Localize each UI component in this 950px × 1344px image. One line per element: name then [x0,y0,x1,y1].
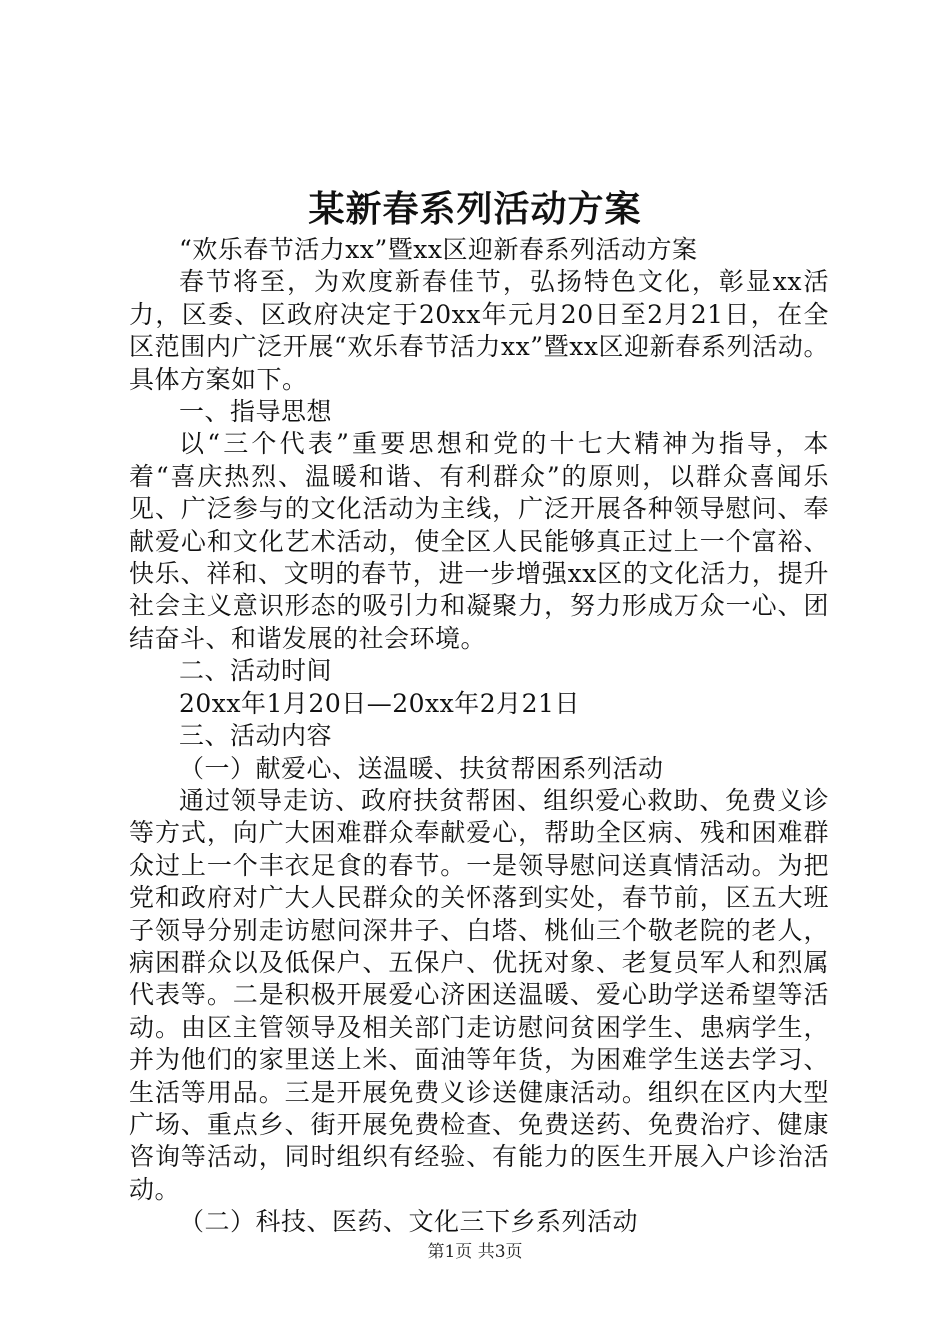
paragraph-guiding-ideology: 以“三个代表”重要思想和党的十七大精神为指导，本着“喜庆热烈、温暖和谐、有利群众”的原则，以群众喜闻乐见、广泛参与的文化活动为主线，广泛开展各种领导慰问、奉献爱心和文化艺术活动，使全区人民能够真正过上一个富裕、快乐、祥和、文明的春节，进一步增强xx区的文化活力，提升社会主义意识形态的吸引力和凝聚力，努力形成万众一心、团结奋斗、和谐发展的社会环境。 [129,429,829,653]
subsection-heading-2: （二）科技、医药、文化三下乡系列活动 [179,1207,639,1237]
document-title: 某新春系列活动方案 [308,188,642,230]
paragraph-subtitle: “欢乐春节活力xx”暨xx区迎新春系列活动方案 [179,235,698,264]
section-heading-activity-time: 二、活动时间 [179,656,333,686]
paragraph-intro: 春节将至，为欢度新春佳节，弘扬特色文化，彰显xx活力，区委、区政府决定于20xx年元月20日至2月21日，在全区范围内广泛开展“欢乐春节活力xx”暨xx区迎新春系列活动。具体方案如下。 [129,267,829,394]
subsection-heading-1: （一）献爱心、送温暖、扶贫帮困系列活动 [179,753,664,783]
paragraph-activity-time: 20xx年1月20日—20xx年2月21日 [179,688,580,718]
section-heading-guiding-ideology: 一、指导思想 [179,397,333,427]
document-body [129,234,829,1239]
section-heading-activity-content: 三、活动内容 [179,721,333,751]
paragraph-subsection-1: 通过领导走访、政府扶贫帮困、组织爱心救助、免费义诊等方式，向广大困难群众奉献爱心，帮助全区病、残和困难群众过上一个丰衣足食的春节。一是领导慰问送真情活动。为把党和政府对广大人民群众的关怀落到实处，春节前，区五大班子领导分别走访慰问深井子、白塔、桃仙三个敬老院的老人，病困群众以及低保户、五保户、优抚对象、老复员军人和烈属代表等。二是积极开展爱心济困送温暖、爱心助学送希望等活动。由区主管领导及相关部门走访慰问贫困学生、患病学生，并为他们的家里送上米、面油等年货，为困难学生送去学习、生活等用品。三是开展免费义诊送健康活动。组织在区内大型广场、重点乡、街开展免费检查、免费送药、免费治疗、健康咨询等活动，同时组织有经验、有能力的医生开展入户诊治活动。 [129,785,829,1204]
page-footer: 第1页 共3页 [427,1242,523,1262]
